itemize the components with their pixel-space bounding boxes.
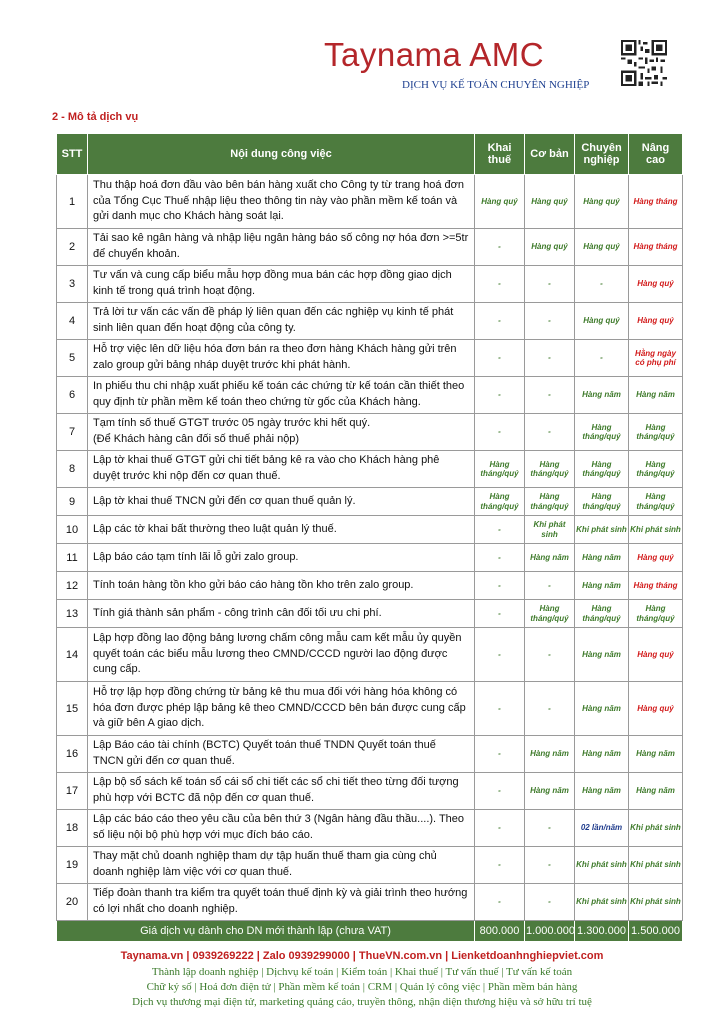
row-content: Thu thập hoá đơn đầu vào bên bán hàng xuất cho Công ty từ trang hoá đơn của Tổng Cục Thuế nhập liệu theo thông tin này vào phần mềm kế toán và gửi danh mục cho Khách hàng soát lại.	[88, 175, 475, 229]
cell-khai-thue: Hàng tháng/quý	[475, 451, 525, 488]
cell-nang-cao: Hàng quý	[629, 266, 683, 303]
cell-co-ban: Hàng năm	[525, 736, 575, 773]
cell-chuyen-nghiep: Hàng quý	[575, 175, 629, 229]
cell-khai-thue: -	[475, 229, 525, 266]
cell-co-ban: -	[525, 628, 575, 682]
row-number: 17	[57, 773, 88, 810]
row-content: Lập hợp đồng lao động bảng lương chấm công mẫu cam kết mẫu ủy quyền quyết toán các biểu mẫu lương theo CMND/CCCD người lao động được cung cấp.	[88, 628, 475, 682]
cell-chuyen-nghiep: Khi phát sinh	[575, 516, 629, 544]
cell-chuyen-nghiep: Hàng năm	[575, 736, 629, 773]
row-number: 16	[57, 736, 88, 773]
row-number: 7	[57, 414, 88, 451]
cell-co-ban: Hàng tháng/quý	[525, 451, 575, 488]
cell-khai-thue: -	[475, 572, 525, 600]
table-row	[57, 628, 683, 682]
cell-khai-thue: -	[475, 682, 525, 736]
cell-chuyen-nghiep: Hàng năm	[575, 544, 629, 572]
cell-chuyen-nghiep: -	[575, 340, 629, 377]
cell-nang-cao: Khi phát sinh	[629, 810, 683, 847]
cell-khai-thue: -	[475, 736, 525, 773]
table-row	[57, 682, 683, 736]
cell-nang-cao: Hàng tháng	[629, 572, 683, 600]
row-number: 14	[57, 628, 88, 682]
price-chuyen-nghiep: 1.300.000	[575, 921, 629, 942]
row-content: Lập các tờ khai bất thường theo luật quản lý thuế.	[88, 516, 475, 544]
footer-services-line-2: Chữ ký số | Hoá đơn điện tử | Phần mềm kế toán | CRM | Quản lý công việc | Phần mềm bán hàng	[146, 981, 578, 993]
row-number: 18	[57, 810, 88, 847]
brand-tagline: DỊCH VỤ KẾ TOÁN CHUYÊN NGHIỆP	[402, 79, 590, 91]
cell-chuyen-nghiep: Hàng năm	[575, 572, 629, 600]
page-header	[0, 0, 724, 100]
cell-co-ban: Khi phát sinh	[525, 516, 575, 544]
cell-chuyen-nghiep: Hàng tháng/quý	[575, 488, 629, 516]
table-row	[57, 810, 683, 847]
cell-co-ban: -	[525, 266, 575, 303]
row-content: Thay mặt chủ doanh nghiệp tham dự tập huấn thuế tham gia cùng chủ doanh nghiệp làm việc với cơ quan thuế.	[88, 847, 475, 884]
cell-nang-cao: Hàng năm	[629, 773, 683, 810]
row-content: Hỗ trợ lập hợp đồng chứng từ bảng kê thu mua đối với hàng hóa không có hóa đơn được phép lập bảng kê theo CMND/CCCD bên bán được cung cấp và giữ bên A giao dịch.	[88, 682, 475, 736]
cell-co-ban: Hàng năm	[525, 544, 575, 572]
column-header-content: Nội dung công việc	[88, 134, 475, 175]
cell-khai-thue: -	[475, 266, 525, 303]
cell-khai-thue: -	[475, 810, 525, 847]
cell-nang-cao: Hàng quý	[629, 303, 683, 340]
table-row	[57, 229, 683, 266]
table-row	[57, 340, 683, 377]
cell-khai-thue: -	[475, 377, 525, 414]
cell-co-ban: -	[525, 303, 575, 340]
cell-khai-thue: -	[475, 600, 525, 628]
row-content: Lập Báo cáo tài chính (BCTC) Quyết toán thuế TNDN Quyết toán thuế TNCN gửi đến cơ quan thuế.	[88, 736, 475, 773]
cell-chuyen-nghiep: Hàng quý	[575, 229, 629, 266]
row-number: 13	[57, 600, 88, 628]
price-nang-cao: 1.500.000	[629, 921, 683, 942]
table-row	[57, 175, 683, 229]
row-content: Lập bộ sổ sách kế toán sổ cái sổ chi tiết các sổ chi tiết theo từng đối tượng phù hợp với BCTC đã nộp đến cơ quan thuế.	[88, 773, 475, 810]
table-row	[57, 266, 683, 303]
cell-chuyen-nghiep: Hàng năm	[575, 773, 629, 810]
cell-co-ban: -	[525, 810, 575, 847]
cell-nang-cao: Hàng tháng	[629, 175, 683, 229]
row-number: 10	[57, 516, 88, 544]
table-row	[57, 451, 683, 488]
brand-name: Taynama A	[324, 36, 492, 73]
cell-chuyen-nghiep: Hàng năm	[575, 377, 629, 414]
cell-nang-cao: Hàng quý	[629, 628, 683, 682]
cell-nang-cao: Hàng tháng/quý	[629, 488, 683, 516]
price-co-ban: 1.000.000	[525, 921, 575, 942]
row-content: Tiếp đoàn thanh tra kiểm tra quyết toán thuế định kỳ và giải trình theo hướng có lợi nhất cho doanh nghiệp.	[88, 884, 475, 921]
section-title: 2 - Mô tả dịch vụ	[52, 111, 139, 123]
service-table	[56, 133, 683, 942]
table-row	[57, 414, 683, 451]
cell-nang-cao: Hằng ngày có phụ phí	[629, 340, 683, 377]
row-content: Hỗ trợ việc lên dữ liệu hóa đơn bán ra theo đơn hàng Khách hàng gửi trên zalo group gửi bảng nháp duyệt trước khi phát hành.	[88, 340, 475, 377]
cell-nang-cao: Hàng quý	[629, 544, 683, 572]
price-label: Giá dịch vụ dành cho DN mới thành lập (chưa VAT)	[57, 921, 475, 942]
cell-co-ban: Hàng năm	[525, 773, 575, 810]
row-content: Lập tờ khai thuế TNCN gửi đến cơ quan thuế quản lý.	[88, 488, 475, 516]
table-row	[57, 377, 683, 414]
qr-code-icon	[621, 40, 667, 86]
cell-khai-thue: Hàng tháng/quý	[475, 488, 525, 516]
cell-co-ban: Hàng tháng/quý	[525, 600, 575, 628]
cell-co-ban: -	[525, 340, 575, 377]
cell-chuyen-nghiep: 02 lần/năm	[575, 810, 629, 847]
row-content: Lập tờ khai thuế GTGT gửi chi tiết bảng kê ra vào cho Khách hàng phê duyệt trước khi nộp đến cơ quan thuế.	[88, 451, 475, 488]
cell-nang-cao: Hàng tháng/quý	[629, 600, 683, 628]
row-number: 2	[57, 229, 88, 266]
row-number: 9	[57, 488, 88, 516]
row-content: Tải sao kê ngân hàng và nhập liệu ngân hàng báo số công nợ hóa đơn >=5tr để chuyển khoản.	[88, 229, 475, 266]
cell-co-ban: Hàng quý	[525, 229, 575, 266]
brand-name-suffix: MC	[491, 36, 545, 73]
cell-chuyen-nghiep: Hàng tháng/quý	[575, 451, 629, 488]
table-body	[57, 175, 683, 921]
cell-co-ban: -	[525, 414, 575, 451]
cell-nang-cao: Hàng năm	[629, 736, 683, 773]
cell-khai-thue: -	[475, 884, 525, 921]
table-row	[57, 516, 683, 544]
row-number: 20	[57, 884, 88, 921]
table-row	[57, 736, 683, 773]
cell-chuyen-nghiep: Hàng tháng/quý	[575, 600, 629, 628]
row-number: 11	[57, 544, 88, 572]
row-content: Tư vấn và cung cấp biểu mẫu hợp đồng mua bán các hợp đồng giao dịch kinh tế trong quá trình hoạt động.	[88, 266, 475, 303]
cell-khai-thue: -	[475, 303, 525, 340]
cell-chuyen-nghiep: Khi phát sinh	[575, 884, 629, 921]
cell-khai-thue: Hàng quý	[475, 175, 525, 229]
column-header-nang-cao: Nâng cao	[629, 134, 683, 175]
row-number: 1	[57, 175, 88, 229]
footer-services-line-1: Thành lập doanh nghiệp | Dịchvụ kế toán | Kiểm toán | Khai thuế | Tư vấn thuế | Tư vấn kế toán	[151, 966, 573, 978]
cell-co-ban: Hàng tháng/quý	[525, 488, 575, 516]
cell-chuyen-nghiep: Hàng tháng/quý	[575, 414, 629, 451]
row-content: Trả lời tư vấn các vấn đề pháp lý liên quan đến các nghiệp vụ kinh tế phát sinh liên quan đến hoạt động của công ty.	[88, 303, 475, 340]
cell-co-ban: -	[525, 847, 575, 884]
row-content: Lập các báo cáo theo yêu cầu của bên thứ 3 (Ngân hàng đầu thầu....). Theo số liệu nội bộ phù hợp với mục đích báo cáo.	[88, 810, 475, 847]
row-number: 4	[57, 303, 88, 340]
cell-chuyen-nghiep: -	[575, 266, 629, 303]
brand-logo	[324, 36, 624, 74]
column-header-khai-thue: Khai thuế	[475, 134, 525, 175]
cell-nang-cao: Hàng tháng/quý	[629, 414, 683, 451]
row-content: Lập báo cáo tạm tính lãi lỗ gửi zalo group.	[88, 544, 475, 572]
cell-khai-thue: -	[475, 414, 525, 451]
row-number: 6	[57, 377, 88, 414]
table-row	[57, 600, 683, 628]
cell-khai-thue: -	[475, 628, 525, 682]
table-row	[57, 303, 683, 340]
cell-co-ban: -	[525, 884, 575, 921]
row-content: Tính giá thành sản phẩm - công trình cân đối tối ưu chi phí.	[88, 600, 475, 628]
cell-chuyen-nghiep: Hàng quý	[575, 303, 629, 340]
price-row	[57, 921, 683, 942]
cell-nang-cao: Hàng năm	[629, 377, 683, 414]
column-header-chuyen-nghiep: Chuyên nghiệp	[575, 134, 629, 175]
table-row	[57, 544, 683, 572]
table-row	[57, 773, 683, 810]
column-header-stt: STT	[57, 134, 88, 175]
row-number: 5	[57, 340, 88, 377]
cell-nang-cao: Khi phát sinh	[629, 884, 683, 921]
table-row	[57, 847, 683, 884]
cell-nang-cao: Hàng tháng/quý	[629, 451, 683, 488]
cell-chuyen-nghiep: Khi phát sinh	[575, 847, 629, 884]
cell-co-ban: -	[525, 572, 575, 600]
cell-co-ban: -	[525, 682, 575, 736]
cell-co-ban: -	[525, 377, 575, 414]
row-content: Tính toán hàng tồn kho gửi báo cáo hàng tồn kho trên zalo group.	[88, 572, 475, 600]
cell-co-ban: Hàng quý	[525, 175, 575, 229]
cell-chuyen-nghiep: Hàng năm	[575, 682, 629, 736]
row-number: 19	[57, 847, 88, 884]
cell-nang-cao: Khi phát sinh	[629, 847, 683, 884]
price-khai-thue: 800.000	[475, 921, 525, 942]
row-number: 15	[57, 682, 88, 736]
row-content: Tạm tính số thuế GTGT trước 05 ngày trước khi hết quý. (Để Khách hàng cân đối số thuế phải nộp)	[88, 414, 475, 451]
cell-khai-thue: -	[475, 340, 525, 377]
cell-khai-thue: -	[475, 516, 525, 544]
table-row	[57, 572, 683, 600]
table-header-row	[57, 134, 683, 175]
cell-nang-cao: Hàng tháng	[629, 229, 683, 266]
footer-services-line-3: Dịch vụ thương mại điện tử, marketing quảng cáo, truyền thông, nhận diện thương hiệu và sở hữu trí tuệ	[132, 996, 592, 1008]
footer-contact: Taynama.vn | 0939269222 | Zalo 0939299000 | ThueVN.com.vn | Lienketdoanhnghiepviet.com	[120, 950, 604, 962]
row-number: 12	[57, 572, 88, 600]
table-row	[57, 884, 683, 921]
cell-khai-thue: -	[475, 544, 525, 572]
cell-nang-cao: Hàng quý	[629, 682, 683, 736]
column-header-co-ban: Cơ bản	[525, 134, 575, 175]
row-number: 3	[57, 266, 88, 303]
row-number: 8	[57, 451, 88, 488]
row-content: In phiếu thu chi nhập xuất phiếu kế toán các chứng từ kế toán cần thiết theo quy định từ phần mềm kế toán theo chứng từ gốc của Khách hàng.	[88, 377, 475, 414]
cell-khai-thue: -	[475, 847, 525, 884]
table-row	[57, 488, 683, 516]
cell-khai-thue: -	[475, 773, 525, 810]
cell-chuyen-nghiep: Hàng năm	[575, 628, 629, 682]
cell-nang-cao: Khi phát sinh	[629, 516, 683, 544]
